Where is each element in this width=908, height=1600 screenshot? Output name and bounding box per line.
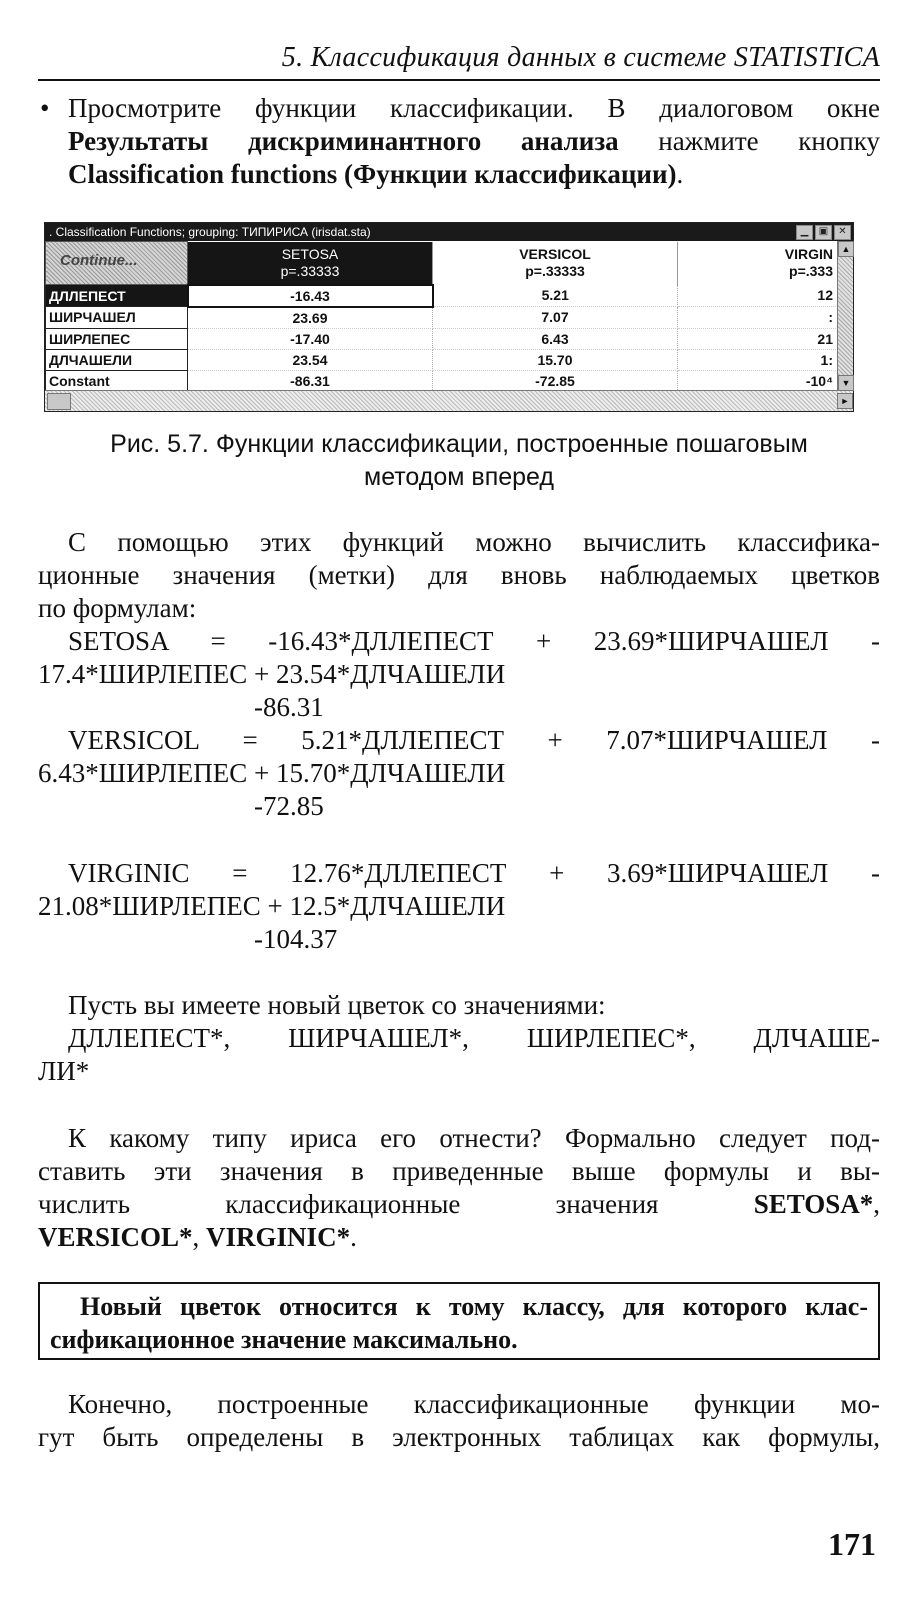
scroll-right-icon[interactable]: ► — [837, 393, 853, 409]
row-header[interactable]: ДЛЛЕПЕСТ — [46, 285, 188, 307]
column-name: VIRGIN — [784, 246, 833, 262]
table-cell[interactable]: -72.85 — [433, 370, 678, 391]
row-header[interactable]: ШИРЛЕПЕС — [46, 328, 188, 349]
bold-term: SETOSA* — [753, 1189, 874, 1219]
text-line: ставить эти значения в приведенные выше формулы и вы- — [38, 1156, 880, 1186]
formula-virginic-1: VIRGINIC = 12.76*ДЛЛЕПЕСТ + 3.69*ШИРЧАШЕЛ - — [68, 858, 880, 888]
classification-functions-window — [44, 222, 854, 412]
table-cell[interactable]: 5.21 — [433, 285, 678, 307]
column-prior: p=.333 — [789, 263, 833, 279]
column-prior: p=.33333 — [280, 262, 340, 279]
table-cell[interactable]: 6.43 — [433, 328, 678, 349]
row-header[interactable]: Constant — [46, 370, 188, 391]
table-cell[interactable]: 23.54 — [188, 349, 433, 370]
horizontal-scrollbar[interactable] — [45, 390, 853, 411]
text-line: К какому типу ириса его отнести? Формально следует под- — [68, 1123, 880, 1153]
window-titlebar — [45, 223, 853, 241]
table-row — [46, 370, 838, 391]
text-line: гут быть определены в электронных таблицах как формулы, — [38, 1422, 880, 1452]
text-line: ДЛЛЕПЕСТ*, ШИРЧАШЕЛ*, ШИРЛЕПЕС*, ДЛЧАШЕ- — [68, 1023, 880, 1053]
scroll-thumb[interactable] — [47, 393, 71, 410]
text-span: числить классификационные значения — [38, 1189, 754, 1219]
intro-paragraph — [38, 526, 880, 625]
close-button[interactable]: ✕ — [834, 225, 851, 240]
table-cell[interactable]: -16.43 — [188, 285, 433, 307]
bullet-bold-2: Classification functions (Функции классификации) — [68, 159, 677, 189]
table-cell[interactable]: -10⁴ — [678, 370, 838, 391]
continue-label: Continue... — [60, 252, 138, 269]
column-header-virgin[interactable] — [678, 242, 838, 285]
table-row — [46, 328, 838, 349]
formula-versicol-1: VERSICOL = 5.21*ДЛЛЕПЕСТ + 7.07*ШИРЧАШЕЛ - — [68, 725, 880, 755]
column-header-setosa[interactable] — [188, 242, 433, 285]
scroll-down-icon[interactable]: ▼ — [838, 375, 854, 391]
spreadsheet-grid — [45, 241, 837, 392]
row-header[interactable]: ДЛЧАШЕЛИ — [46, 349, 188, 370]
bullet-paragraph — [38, 92, 880, 191]
column-header-versicol[interactable] — [433, 242, 678, 285]
scroll-up-icon[interactable]: ▲ — [838, 241, 854, 257]
table-cell[interactable]: 7.07 — [433, 307, 678, 329]
table-cell[interactable]: : — [678, 307, 838, 329]
running-head: 5. Классификация данных в системе STATISTICA — [281, 42, 880, 73]
bold-term: VERSICOL* — [38, 1222, 193, 1252]
table-cell[interactable]: 15.70 — [433, 349, 678, 370]
callout-line: Новый цветок относится к тому классу, для которого клас- — [80, 1292, 868, 1321]
window-title: . Classification Functions; grouping: ТИПИРИСА (irisdat.sta) — [49, 225, 371, 239]
row-header[interactable]: ШИРЧАШЕЛ — [46, 307, 188, 329]
column-name: SETOSA — [281, 245, 339, 262]
page-number: 171 — [828, 1526, 876, 1562]
text-line: С помощью этих функций можно вычислить классифика- — [68, 527, 880, 557]
formula-versicol-3: -72.85 — [254, 791, 324, 821]
table-cell[interactable]: -17.40 — [188, 328, 433, 349]
callout-line: сификационное значение максимально. — [50, 1325, 518, 1354]
maximize-button[interactable]: ▣ — [815, 225, 832, 240]
table-row — [46, 307, 838, 329]
new-flower-paragraph — [38, 989, 880, 1088]
column-prior: p=.33333 — [525, 263, 585, 279]
caption-line: методом вперед — [364, 463, 554, 491]
table-cell[interactable]: -86.31 — [188, 370, 433, 391]
text-line — [38, 1221, 880, 1254]
formula-virginic-2: 21.08*ШИРЛЕПЕС + 12.5*ДЛЧАШЕЛИ — [38, 891, 506, 921]
book-page — [38, 0, 880, 1600]
callout-box — [38, 1282, 880, 1360]
question-paragraph — [38, 1122, 880, 1254]
formula-setosa-2: 17.4*ШИРЛЕПЕС + 23.54*ДЛЧАШЕЛИ — [38, 659, 506, 689]
bullet-marker: • — [40, 93, 50, 123]
table-cell[interactable]: 12 — [678, 285, 838, 307]
formula-virginic-3: -104.37 — [254, 924, 338, 954]
bold-term: VIRGINIC* — [206, 1222, 351, 1252]
formula-versicol-2: 6.43*ШИРЛЕПЕС + 15.70*ДЛЧАШЕЛИ — [38, 758, 506, 788]
text-line: Пусть вы имеете новый цветок со значениями: — [68, 990, 606, 1020]
bullet-bold-1: Результаты дискриминантного анализа — [68, 126, 619, 156]
closing-paragraph — [38, 1388, 880, 1454]
continue-button[interactable] — [46, 242, 188, 285]
text-line: ционные значения (метки) для вновь наблюдаемых цветков — [38, 560, 880, 590]
text-span: . — [350, 1222, 357, 1252]
table-cell[interactable]: 21 — [678, 328, 838, 349]
table-cell[interactable]: 1: — [678, 349, 838, 370]
figure-caption — [38, 428, 880, 494]
table-cell[interactable]: 23.69 — [188, 307, 433, 329]
bullet-text-1: Просмотрите функции классификации. В диалоговом окне — [68, 93, 880, 123]
bullet-text-2: нажмите кнопку — [618, 126, 880, 156]
text-line: Конечно, построенные классификационные функции мо- — [68, 1389, 880, 1419]
text-span: , — [192, 1222, 207, 1252]
text-line: по формулам: — [38, 593, 197, 623]
table-row — [46, 349, 838, 370]
column-name: VERSICOL — [519, 246, 591, 262]
formula-setosa-3: -86.31 — [254, 692, 324, 722]
formula-setosa-1: SETOSA = -16.43*ДЛЛЕПЕСТ + 23.69*ШИРЧАШЕЛ - — [68, 626, 880, 656]
text-line — [38, 1188, 880, 1221]
bullet-text-3: . — [676, 159, 684, 189]
text-span: , — [873, 1189, 880, 1219]
caption-line: Рис. 5.7. Функции классификации, построенные пошаговым — [110, 430, 808, 458]
minimize-button[interactable]: ▁ — [796, 225, 813, 240]
window-controls — [796, 225, 851, 240]
vertical-scrollbar[interactable] — [837, 241, 853, 391]
header-rule — [38, 79, 880, 81]
text-line: ЛИ* — [38, 1056, 90, 1086]
table-row — [46, 285, 838, 307]
